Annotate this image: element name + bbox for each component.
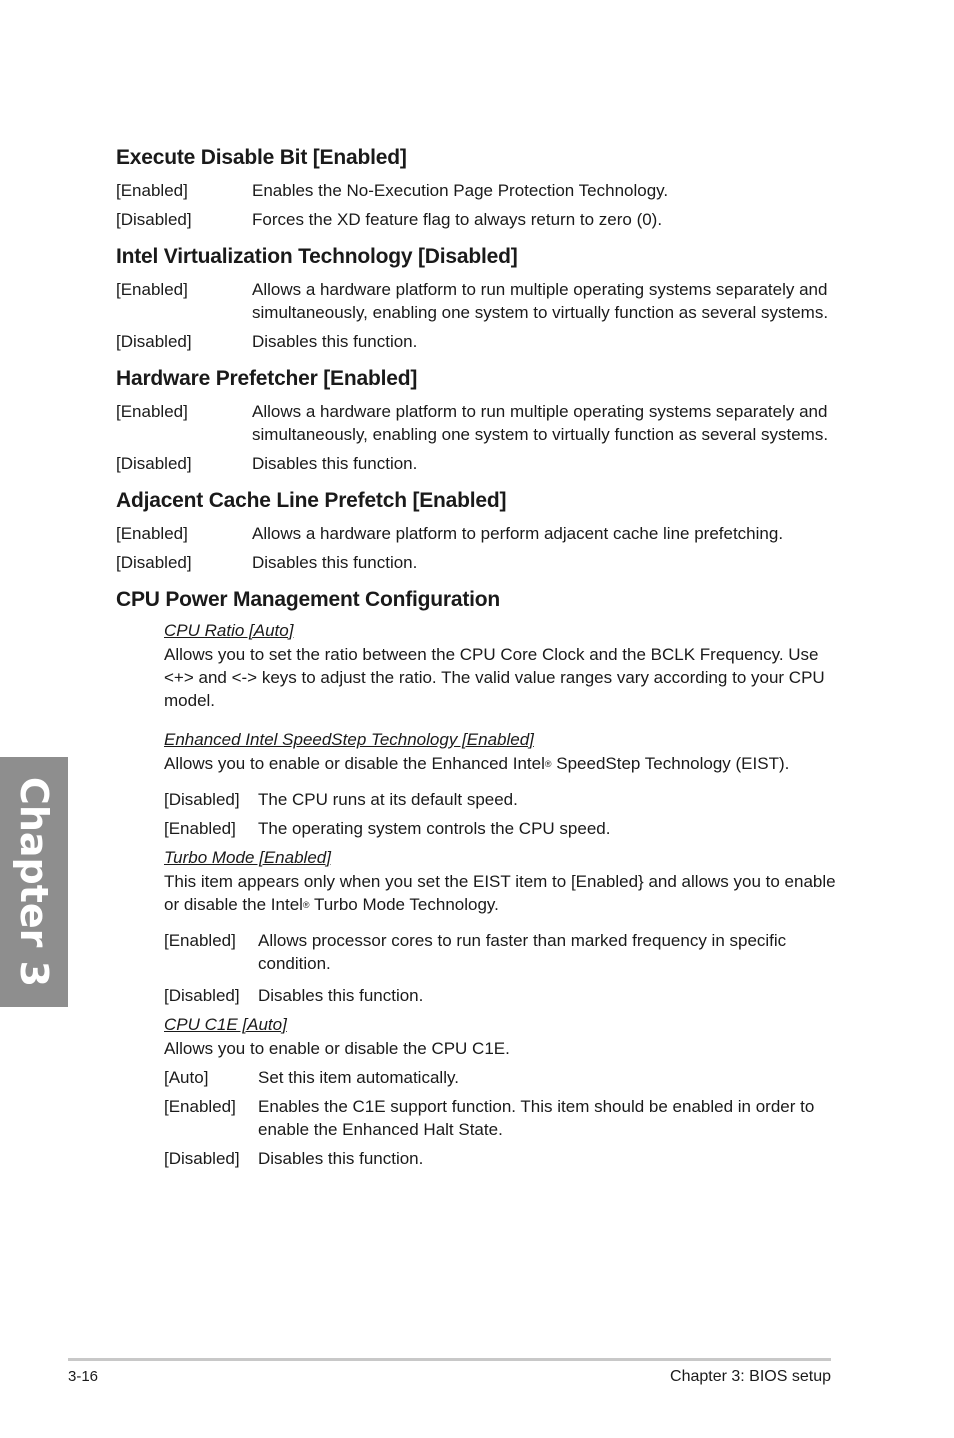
- item-title: Turbo Mode [Enabled]: [164, 848, 331, 867]
- option-desc: Set this item automatically.: [258, 1068, 459, 1087]
- section-title: Adjacent Cache Line Prefetch [Enabled]: [116, 489, 507, 512]
- option-row: [164, 817, 836, 840]
- option-desc: Disables this function.: [252, 553, 418, 572]
- option-key: [Enabled]: [116, 402, 188, 421]
- option-desc: Disables this function.: [252, 454, 418, 473]
- option-key: [Disabled]: [116, 210, 192, 229]
- registered-mark: ®: [544, 759, 552, 769]
- option-row: [164, 1066, 836, 1089]
- item-title: CPU C1E [Auto]: [164, 1015, 287, 1034]
- option-key: [Disabled]: [116, 454, 192, 473]
- option-row: [116, 400, 836, 446]
- registered-mark: ®: [302, 900, 310, 910]
- option-row: [116, 179, 836, 202]
- option-row: [164, 788, 836, 811]
- option-desc: Forces the XD feature flag to always return to zero (0).: [252, 210, 663, 229]
- option-desc: The CPU runs at its default speed.: [258, 790, 518, 809]
- subsection-turbo-mode: [164, 846, 836, 1007]
- option-key: [Enabled]: [116, 280, 188, 299]
- option-key: [Disabled]: [164, 790, 240, 809]
- option-key: [Enabled]: [164, 819, 236, 838]
- item-desc: Allows you to enable or disable the CPU C1E.: [164, 1039, 510, 1058]
- footer-divider: [68, 1358, 831, 1361]
- option-key: [Enabled]: [164, 1097, 236, 1116]
- section-intel-virtualization: [116, 242, 836, 353]
- section-title: Hardware Prefetcher [Enabled]: [116, 367, 418, 390]
- option-desc: Allows a hardware platform to perform adjacent cache line prefetching.: [252, 524, 784, 543]
- option-row: [116, 330, 836, 353]
- option-key: [Auto]: [164, 1068, 209, 1087]
- option-desc: Disables this function.: [258, 1149, 424, 1168]
- option-key: [Enabled]: [164, 931, 236, 950]
- option-row: [116, 452, 836, 475]
- option-row: [164, 1095, 836, 1141]
- option-desc: Allows processor cores to run faster than marked frequency in specific condition.: [258, 931, 787, 973]
- subsection-eist: [164, 728, 836, 840]
- option-row: [116, 522, 836, 545]
- footer-chapter-title: Chapter 3: BIOS setup: [670, 1368, 831, 1385]
- option-row: [164, 984, 836, 1007]
- option-key: [Disabled]: [164, 986, 240, 1005]
- option-row: [164, 929, 836, 975]
- option-row: [116, 278, 836, 324]
- section-adjacent-cache-line: [116, 486, 836, 574]
- option-row: [164, 1147, 836, 1170]
- section-title: Intel Virtualization Technology [Disabled]: [116, 245, 518, 268]
- chapter-side-tab-label: Chapter 3: [12, 776, 56, 988]
- option-key: [Disabled]: [116, 332, 192, 351]
- option-desc: Enables the No-Execution Page Protection Technology.: [252, 181, 669, 200]
- option-key: [Disabled]: [116, 553, 192, 572]
- item-desc: [164, 752, 836, 775]
- section-execute-disable-bit: [116, 143, 836, 231]
- section-title: CPU Power Management Configuration: [116, 588, 501, 611]
- subsection-cpu-ratio: [164, 619, 836, 712]
- footer-page-number: 3-16: [68, 1368, 99, 1385]
- option-key: [Enabled]: [116, 181, 188, 200]
- subsection-cpu-c1e: [164, 1013, 836, 1170]
- item-title: CPU Ratio [Auto]: [164, 621, 294, 640]
- option-key: [Disabled]: [164, 1149, 240, 1168]
- section-title: Execute Disable Bit [Enabled]: [116, 146, 407, 169]
- option-desc: Disables this function.: [258, 986, 424, 1005]
- page-content: [116, 143, 836, 1181]
- section-cpu-power-management: [116, 585, 836, 1170]
- option-desc: Allows a hardware platform to run multiple operating systems separately and simultaneously, enabling one system to virtually function as several systems.: [252, 280, 829, 322]
- option-desc: Enables the C1E support function. This item should be enabled in order to enable the Enhanced Halt State.: [258, 1097, 815, 1139]
- option-row: [116, 551, 836, 574]
- option-row: [116, 208, 836, 231]
- option-key: [Enabled]: [116, 524, 188, 543]
- option-desc: Allows a hardware platform to run multiple operating systems separately and simultaneously, enabling one system to virtually function as several systems.: [252, 402, 829, 444]
- item-desc: Allows you to set the ratio between the CPU Core Clock and the BCLK Frequency. Use <+> and <-> keys to adjust the ratio. The valid value ranges vary according to your CPU model.: [164, 645, 825, 710]
- item-desc-text: Turbo Mode Technology.: [309, 895, 499, 914]
- option-desc: Disables this function.: [252, 332, 418, 351]
- option-desc: The operating system controls the CPU speed.: [258, 819, 611, 838]
- section-hardware-prefetcher: [116, 364, 836, 475]
- item-desc-text: This item appears only when you set the EIST item to [Enabled} and allows you to enable or disable the Intel: [164, 872, 836, 914]
- item-desc: [164, 870, 836, 916]
- item-desc-text: Allows you to enable or disable the Enhanced Intel: [164, 754, 545, 773]
- item-desc-text: SpeedStep Technology (EIST).: [551, 754, 790, 773]
- chapter-side-tab: [0, 757, 68, 1007]
- item-title: Enhanced Intel SpeedStep Technology [Enabled]: [164, 730, 534, 749]
